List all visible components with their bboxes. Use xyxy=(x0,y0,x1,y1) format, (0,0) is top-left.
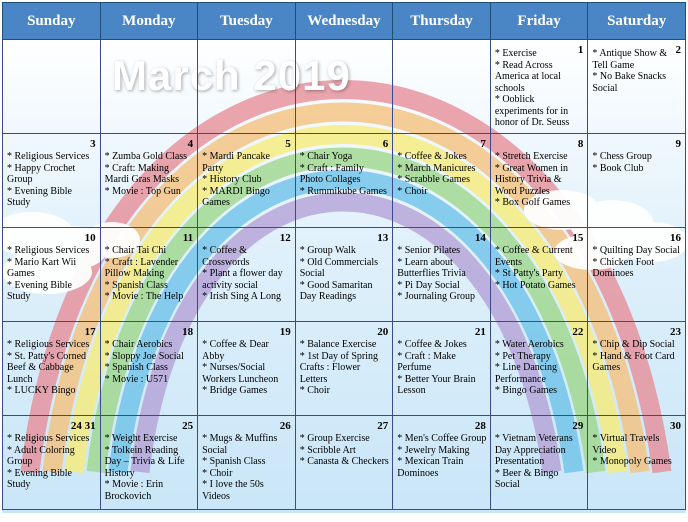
day-header-wednesday: Wednesday xyxy=(295,3,393,40)
day-number: 6 xyxy=(382,138,389,150)
day-number: 23 xyxy=(670,326,681,338)
day-cell xyxy=(393,40,491,134)
day-number: 11 xyxy=(182,232,194,244)
event-item: * Exercise xyxy=(495,48,585,60)
event-list xyxy=(3,40,100,48)
event-item: * LUCKY Bingo xyxy=(7,385,97,397)
day-number: 28 xyxy=(474,420,486,432)
day-cell xyxy=(100,134,198,228)
calendar-grid xyxy=(2,2,686,510)
event-item: * Senior Pilates xyxy=(397,245,487,257)
day-number: 13 xyxy=(377,232,389,244)
event-item: * Water Aerobics xyxy=(495,339,585,351)
day-cell xyxy=(393,322,491,416)
day-cell xyxy=(198,134,296,228)
event-list xyxy=(296,40,393,48)
event-item: * Irish Sing A Long xyxy=(202,291,292,303)
event-item: * Good Samaritan Day Readings xyxy=(300,280,390,303)
event-item: * Ooblick experiments for in honor of Dr. Seuss xyxy=(495,94,585,129)
event-item: * Vietnam Veterans Day Appreciation Presentation xyxy=(495,433,585,468)
day-number: 30 xyxy=(670,420,681,432)
day-cell xyxy=(3,40,101,134)
event-item: * Rummikube Games xyxy=(300,186,390,198)
event-item: * Evening Bible Study xyxy=(7,186,97,209)
event-item: * Jewelry Making xyxy=(397,445,487,457)
day-number: 10 xyxy=(84,232,96,244)
day-cell xyxy=(100,322,198,416)
event-item: * Choir xyxy=(300,385,390,397)
event-item: * I love the 50s Videos xyxy=(202,479,292,502)
event-item: * Movie : U571 xyxy=(105,374,195,386)
day-cell xyxy=(198,40,296,134)
day-cell xyxy=(588,228,686,322)
day-cell xyxy=(588,134,686,228)
day-cell xyxy=(100,416,198,510)
event-item: * Mugs & Muffins Social xyxy=(202,433,292,456)
event-item: * Tolkein Reading Day – Trivia & Life History xyxy=(105,445,195,480)
calendar-week xyxy=(3,134,686,228)
event-item: * Chicken Foot Dominoes xyxy=(592,257,682,280)
event-item: * Coffee & Jokes xyxy=(397,339,487,351)
day-cell xyxy=(100,228,198,322)
day-header-thursday: Thursday xyxy=(393,3,491,40)
day-cell xyxy=(295,40,393,134)
day-number: 9 xyxy=(675,138,681,150)
event-item: * Coffee & Current Events xyxy=(495,245,585,268)
day-header-saturday: Saturday xyxy=(588,3,686,40)
event-item: * Virtual Travels Video xyxy=(592,433,682,456)
event-item: * Evening Bible Study xyxy=(7,280,97,303)
event-item: * Hand & Foot Card Games xyxy=(592,351,682,374)
day-number: 12 xyxy=(279,232,291,244)
day-cell xyxy=(198,322,296,416)
event-item: * Balance Exercise xyxy=(300,339,390,351)
day-cell xyxy=(393,134,491,228)
event-list xyxy=(393,40,490,48)
day-header-sunday: Sunday xyxy=(3,3,101,40)
event-item: * Sloppy Joe Social xyxy=(105,351,195,363)
day-number: 3 xyxy=(90,138,96,150)
event-item: * Group Walk xyxy=(300,245,390,257)
event-item: * March Manicures xyxy=(397,163,487,175)
event-item: * Pet Therapy xyxy=(495,351,585,363)
day-cell xyxy=(490,322,588,416)
event-item: * Religious Services xyxy=(7,339,97,351)
day-number: 21 xyxy=(474,326,486,338)
day-cell xyxy=(3,134,101,228)
day-number: 18 xyxy=(182,326,194,338)
day-number: 4 xyxy=(187,138,194,150)
event-item: * Mario Kart Wii Games xyxy=(7,257,97,280)
event-item: * Journaling Group xyxy=(397,291,487,303)
event-item: * Chair Yoga xyxy=(300,151,390,163)
event-item: * Movie : Top Gun xyxy=(105,186,195,198)
day-cell xyxy=(198,228,296,322)
event-list xyxy=(296,134,393,197)
day-number: 8 xyxy=(577,138,584,150)
day-cell xyxy=(3,228,101,322)
event-item: * Craft: Making Mardi Gras Masks xyxy=(105,163,195,186)
event-item: * Spanish Class xyxy=(105,280,195,292)
event-item: * Mexican Train Dominoes xyxy=(397,456,487,479)
event-item: * Scrabble Games xyxy=(397,174,487,186)
day-number: 16 xyxy=(670,232,681,244)
day-cell xyxy=(295,228,393,322)
event-list xyxy=(101,134,198,197)
event-item: * Great Women in History Trivia & Word Puzzles xyxy=(495,163,585,198)
day-cell xyxy=(295,416,393,510)
day-number: 27 xyxy=(377,420,389,432)
day-number: 24 31 xyxy=(70,420,96,432)
day-cell xyxy=(393,416,491,510)
day-number: 26 xyxy=(279,420,291,432)
calendar-title: March 2019 xyxy=(112,52,351,99)
calendar xyxy=(2,2,686,513)
day-cell xyxy=(295,134,393,228)
event-item: * Movie : Erin Brockovich xyxy=(105,479,195,502)
event-item: * Zumba Gold Class xyxy=(105,151,195,163)
day-number: 2 xyxy=(675,44,681,56)
event-item: * Weight Exercise xyxy=(105,433,195,445)
event-item: * Quilting Day Social xyxy=(592,245,682,257)
event-item: * Men's Coffee Group xyxy=(397,433,487,445)
calendar-week xyxy=(3,322,686,416)
day-number: 25 xyxy=(182,420,194,432)
event-item: * Group Exercise xyxy=(300,433,390,445)
event-item: * Learn about Butterflies Trivia xyxy=(397,257,487,280)
event-item: * Coffee & Jokes xyxy=(397,151,487,163)
event-item: * Religious Services xyxy=(7,151,97,163)
event-list xyxy=(491,40,588,129)
event-item: * Adult Coloring Group xyxy=(7,445,97,468)
event-item: * Bridge Games xyxy=(202,385,292,397)
event-item: * Evening Bible Study xyxy=(7,468,97,491)
event-item: * Happy Crochet Group xyxy=(7,163,97,186)
event-item: * Chess Group xyxy=(592,151,682,163)
event-item: * Spanish Class xyxy=(105,362,195,374)
event-item: * Chair Aerobics xyxy=(105,339,195,351)
day-cell xyxy=(198,416,296,510)
event-list xyxy=(491,134,588,209)
event-item: * Mardi Pancake Party xyxy=(202,151,292,174)
event-item: * Choir xyxy=(202,468,292,480)
day-number: 5 xyxy=(285,138,291,150)
day-number: 22 xyxy=(572,326,584,338)
event-item: * Religious Services xyxy=(7,245,97,257)
day-cell xyxy=(3,416,101,510)
event-item: * Movie : The Help xyxy=(105,291,195,303)
day-number: 15 xyxy=(572,232,584,244)
event-item: * Beer & Bingo Social xyxy=(495,468,585,491)
event-item: * Read Across America at local schools xyxy=(495,60,585,95)
event-item: * Canasta & Checkers xyxy=(300,456,390,468)
event-item: * Spanish Class xyxy=(202,456,292,468)
event-list xyxy=(101,40,198,48)
event-item: * Old Commercials Social xyxy=(300,257,390,280)
day-number: 19 xyxy=(279,326,291,338)
day-cell xyxy=(490,40,588,134)
event-item: * Line Dancing Performance xyxy=(495,362,585,385)
calendar-week xyxy=(3,228,686,322)
event-item: * MARDI Bingo Games xyxy=(202,186,292,209)
day-header-tuesday: Tuesday xyxy=(198,3,296,40)
event-item: * Religious Services xyxy=(7,433,97,445)
event-item: * Hot Potato Games xyxy=(495,280,585,292)
event-item: * Monopoly Games xyxy=(592,456,682,468)
event-item: * Box Golf Games xyxy=(495,197,585,209)
day-number: 17 xyxy=(84,326,96,338)
event-item: * Scribble Art xyxy=(300,445,390,457)
event-list xyxy=(198,134,295,209)
day-cell xyxy=(490,228,588,322)
day-cell xyxy=(100,40,198,134)
event-item: * Craft : Family Photo Collages xyxy=(300,163,390,186)
event-item: * St. Patty's Corned Beef & Cabbage Lunch xyxy=(7,351,97,386)
day-number: 7 xyxy=(480,138,486,150)
event-item: * Choir xyxy=(397,186,487,198)
day-header-monday: Monday xyxy=(100,3,198,40)
day-number: 14 xyxy=(474,232,486,244)
day-cell xyxy=(490,134,588,228)
event-item: * No Bake Snacks Social xyxy=(592,71,682,94)
event-list xyxy=(3,134,100,209)
day-number: 20 xyxy=(377,326,389,338)
event-item: * Coffee & Dear Abby xyxy=(202,339,292,362)
event-list xyxy=(393,134,490,197)
event-item: * Antique Show & Tell Game xyxy=(592,48,682,71)
event-item: * Craft : Make Perfume xyxy=(397,351,487,374)
event-item: * Pi Day Social xyxy=(397,280,487,292)
event-list xyxy=(588,134,685,174)
event-item: * Stretch Exercise xyxy=(495,151,585,163)
day-number: 29 xyxy=(572,420,584,432)
event-list xyxy=(588,40,685,94)
event-item: * Craft : Lavender Pillow Making xyxy=(105,257,195,280)
event-item: * Coffee & Crosswords xyxy=(202,245,292,268)
event-item: * Chair Tai Chi xyxy=(105,245,195,257)
event-item: * Bingo Games xyxy=(495,385,585,397)
day-cell xyxy=(588,322,686,416)
day-cell xyxy=(3,322,101,416)
event-list xyxy=(198,40,295,48)
event-item: * Better Your Brain Lesson xyxy=(397,374,487,397)
event-item: * History Club xyxy=(202,174,292,186)
day-cell xyxy=(588,416,686,510)
event-item: * 1st Day of Spring Crafts : Flower Letters xyxy=(300,351,390,386)
day-number: 1 xyxy=(577,44,584,56)
event-item: * Plant a flower day activity social xyxy=(202,268,292,291)
event-item: * Book Club xyxy=(592,163,682,175)
calendar-week xyxy=(3,416,686,510)
day-cell xyxy=(295,322,393,416)
calendar-week xyxy=(3,40,686,134)
day-cell xyxy=(490,416,588,510)
day-header-friday: Friday xyxy=(490,3,588,40)
event-item: * Chip & Dip Social xyxy=(592,339,682,351)
event-item: * St Patty's Party xyxy=(495,268,585,280)
day-cell xyxy=(393,228,491,322)
day-cell xyxy=(588,40,686,134)
event-item: * Nurses/Social Workers Luncheon xyxy=(202,362,292,385)
